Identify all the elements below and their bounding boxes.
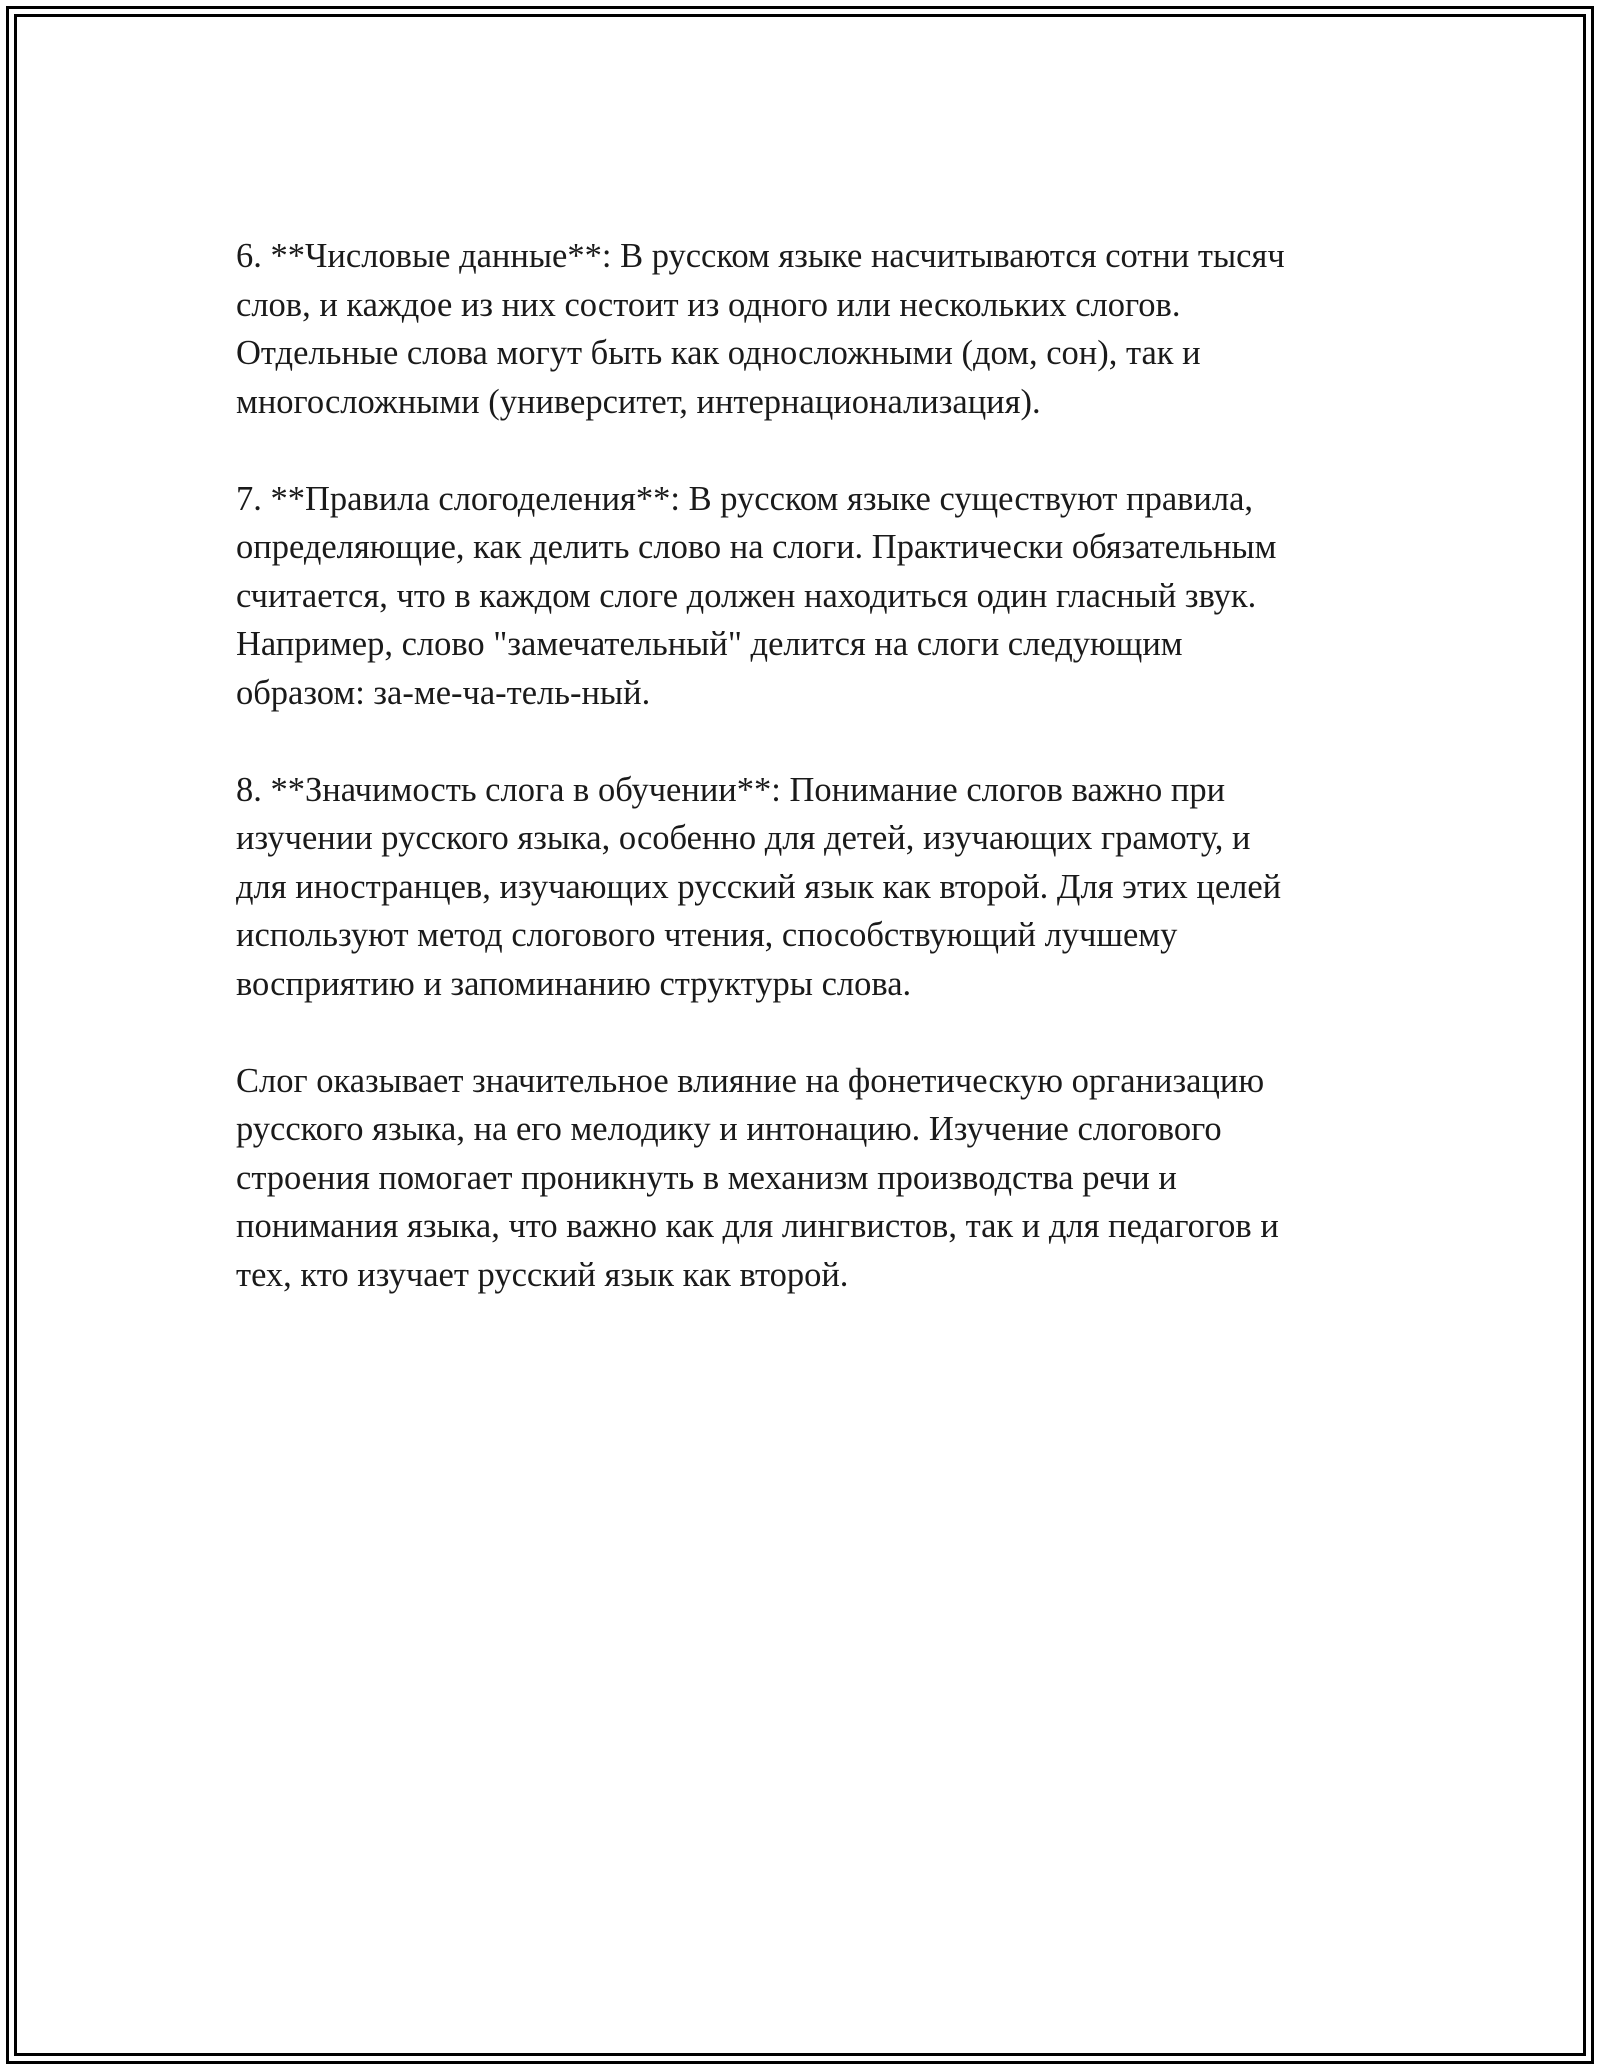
text-line: для иностранцев, изучающих русский язык как второй. Для этих целей	[236, 867, 1282, 906]
paragraph-syllable-rules	[236, 475, 1386, 718]
text-line: понимания языка, что важно как для лингвистов, так и для педагогов и	[236, 1207, 1279, 1245]
text-line: Слог оказывает значительное влияние на фонетическую организацию	[236, 1061, 1265, 1100]
text-line: Отдельные слова могут быть как односложными (дом, сон), так и	[236, 334, 1201, 372]
paragraph-numeric-data	[236, 232, 1386, 426]
text-line: строения помогает проникнуть в механизм производства речи и	[236, 1158, 1177, 1197]
text-line: восприятию и запоминанию структуры слова.	[236, 964, 912, 1003]
paragraph-conclusion	[236, 1057, 1386, 1300]
text-line: определяющие, как делить слово на слоги. Практически обязательным	[236, 528, 1277, 566]
document-body	[236, 232, 1386, 1299]
text-line: образом: за-ме-ча-тель-ный.	[236, 673, 651, 712]
text-line: 8. **Значимость слога в обучении**: Понимание слогов важно при	[236, 770, 1226, 809]
text-line: слов, и каждое из них состоит из одного или нескольких слогов.	[236, 285, 1181, 324]
text-line: изучении русского языка, особенно для детей, изучающих грамоту, и	[236, 819, 1251, 857]
text-line: считается, что в каждом слоге должен находиться один гласный звук.	[236, 576, 1257, 615]
text-line: тех, кто изучает русский язык как второй.	[236, 1255, 849, 1294]
paragraph-learning-significance	[236, 766, 1386, 1009]
text-line: 6. **Числовые данные**: В русском языке насчитываются сотни тысяч	[236, 237, 1285, 275]
text-line: Например, слово "замечательный" делится на слоги следующим	[236, 625, 1183, 663]
text-line: многосложными (университет, интернационализация).	[236, 382, 1041, 421]
text-line: русского языка, на его мелодику и интонацию. Изучение слогового	[236, 1110, 1222, 1148]
text-line: используют метод слогового чтения, способствующий лучшему	[236, 916, 1178, 954]
text-line: 7. **Правила слогоделения**: В русском языке существуют правила,	[236, 479, 1254, 518]
